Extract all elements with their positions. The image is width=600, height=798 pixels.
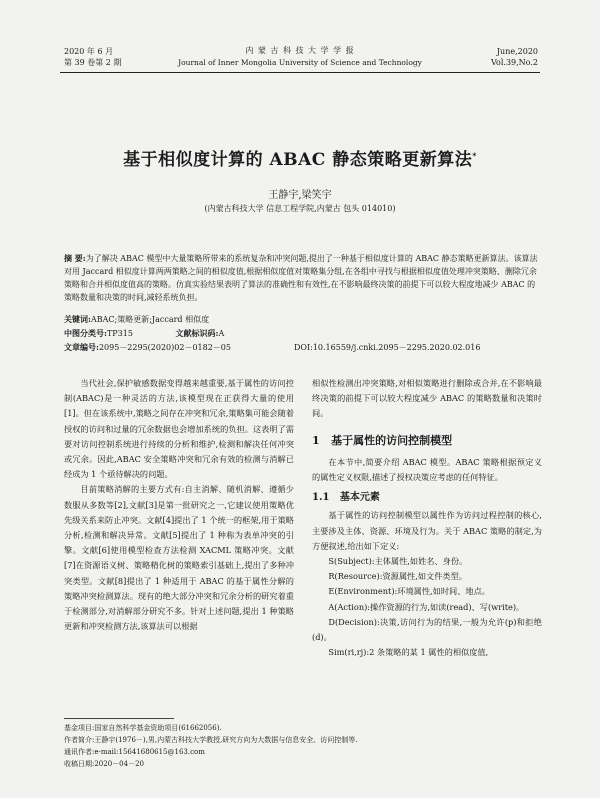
abstract <box>64 252 540 304</box>
definition-decision: D(Decision):决策,访问行为的结果,一般为允许(p)和拒绝(d)。 <box>312 616 542 643</box>
journal-title-en: Journal of Inner Mongolia University of Science and Technology <box>178 58 422 67</box>
keywords <box>64 313 540 326</box>
classification-line: 中图分类号:TP315 文献标识码:A <box>64 328 225 338</box>
paper-title: 基于相似度计算的 ABAC 静态策略更新算法* <box>123 150 477 170</box>
abstract-text: 为了解决 ABAC 模型中大量策略所带来的系统复杂和冲突问题,提出了一种基于相似度计算的 ABAC 静态策略更新算法。该算法对用 Jaccard 相似度计算两两策略之间的相似度值,根据相似度值对策略集分组,在各组中寻找与根据相似度值处理冲突策略、删除冗余策略和合并相似度值高的策略。仿真实验结果表明了算法的准确性和有效性,在不影响最终决策的前提下可以较大程度地减少 ABAC 的策略数量和决策的时间,减轻系统负担。 <box>64 254 538 302</box>
doi: DOI:10.16559/j.cnki.2095－2295.2020.02.016 <box>294 343 481 352</box>
footnote-fund: 基金项目:国家自然科学基金资助项目(61662056). <box>64 724 222 732</box>
intro-paragraph-1: 当代社会,保护敏感数据变得越来越重要,基于属性的访问控制(ABAC)是一种灵活的方法,该模型现在正获得大量的使用[1]。但在该系统中,策略之间存在冲突和冗余,策略集可能会随着授权的访问和过量的冗余数据也会增加系统的负担。这表明了需要对访问控制系统进行持续的分析和维护,检测和解决任何冲突或冗余。因此,ABAC 安全策略冲突和冗余有效的检测与消解已经成为 1 个亟待解决的问题。 <box>64 378 294 480</box>
intro-paragraph-2: 目前策略消解的主要方式有:自主消解、随机消解、遵循少数服从多数等[2],文献[3]是第一批研究之一,它建议使用策略优先级关系来防止冲突。文献[4]提出了 1 个统一的框架,用于策略分析,检测和解决异常。文献[5]提出了 1 种称为表单冲突的引擎。文献[6]使用模型检查方法检测 XACML 策略冲突。文献[7]在资源语义树、策略精化树的策略索引基础上,提出了多种冲突类型。文献[8]提出了 1 种适用于 ABAC 的基于属性分解的策略冲突检测算法。现有的绝大部分冲突和冗余分析的研究着重于检测部分,对消解部分研究不多。针对上述问题,提出 1 种策略更新和冲突检测方法,该算法可以根据 <box>64 484 294 632</box>
left-column <box>64 376 294 634</box>
header-issue: 第 39 卷第 2 期 <box>64 58 122 67</box>
intro-continued: 相似性检测出冲突策略,对相似策略进行删除或合并,在不影响最终决策的前提下可以较大程度减少 ABAC 的策略数量和决策时间。 <box>312 378 542 419</box>
section-1-heading: 1 基于属性的访问控制模型 <box>312 433 453 447</box>
footnote-rule <box>64 718 174 719</box>
article-number: 2095－2295(2020)02－0182－05 <box>98 343 231 352</box>
abstract-label: 摘 要: <box>64 253 86 263</box>
title-footnote-mark: * <box>472 150 477 161</box>
definition-resource: R(Resource):资源属性,如文件类型。 <box>328 571 467 582</box>
footnote-received: 收稿日期:2020－04－20 <box>64 760 144 768</box>
right-column <box>312 376 542 660</box>
header-date-en: June,2020 <box>496 47 538 56</box>
footnote-author: 作者简介:王静宇(1976－),男,内蒙古科技大学教授,研究方向为大数据与信息安全、访问控制等. <box>64 736 358 744</box>
doc-code: A <box>218 329 225 338</box>
keywords-text: ABAC;策略更新;Jaccard 相似度 <box>90 315 210 324</box>
footnote-email: 通讯作者:e-mail:15641680615@163.com <box>64 748 205 756</box>
subsection-1-1-heading: 1.1 基本元素 <box>312 492 380 504</box>
header-rule <box>60 72 540 73</box>
footnotes <box>64 722 540 770</box>
clc-number: TP315 <box>106 329 133 338</box>
affiliation: (内蒙古科技大学 信息工程学院,内蒙古 包头 014010) <box>204 204 396 213</box>
definition-similarity: Sim(ri,rj):2 条策略的某 1 属性的相似度值, <box>328 647 489 658</box>
keywords-label: 关键词: <box>64 314 91 324</box>
subsection-text: 基于属性的访问控制模型以属性作为访问过程控制的核心,主要涉及主体、资源、环境及行为。关于 ABAC 策略的制定,为方便叙述,给出如下定义: <box>312 510 542 551</box>
article-number-line: 文章编号:2095－2295(2020)02－0182－05 DOI:10.16559/j.cnki.2095－2295.2020.02.016 <box>64 342 481 352</box>
authors: 王静宇,梁笑宇 <box>268 190 332 201</box>
header-date: 2020 年 6 月 <box>64 47 114 56</box>
definition-action: A(Action):操作资源的行为,如读(read)、写(write)。 <box>328 601 525 612</box>
definition-subject: S(Subject):主体属性,如姓名、身份。 <box>328 556 468 567</box>
journal-title-cn: 内 蒙 古 科 技 大 学 学 报 <box>245 46 355 55</box>
section-1-text: 在本节中,简要介绍 ABAC 模型。ABAC 策略根据预定义的属性定义权限,描述了授权决策应考虑的任何特征。 <box>312 456 542 483</box>
definition-environment: E(Environment):环境属性,如时间、地点。 <box>328 586 490 597</box>
header-volume: Vol.39,No.2 <box>491 58 538 67</box>
